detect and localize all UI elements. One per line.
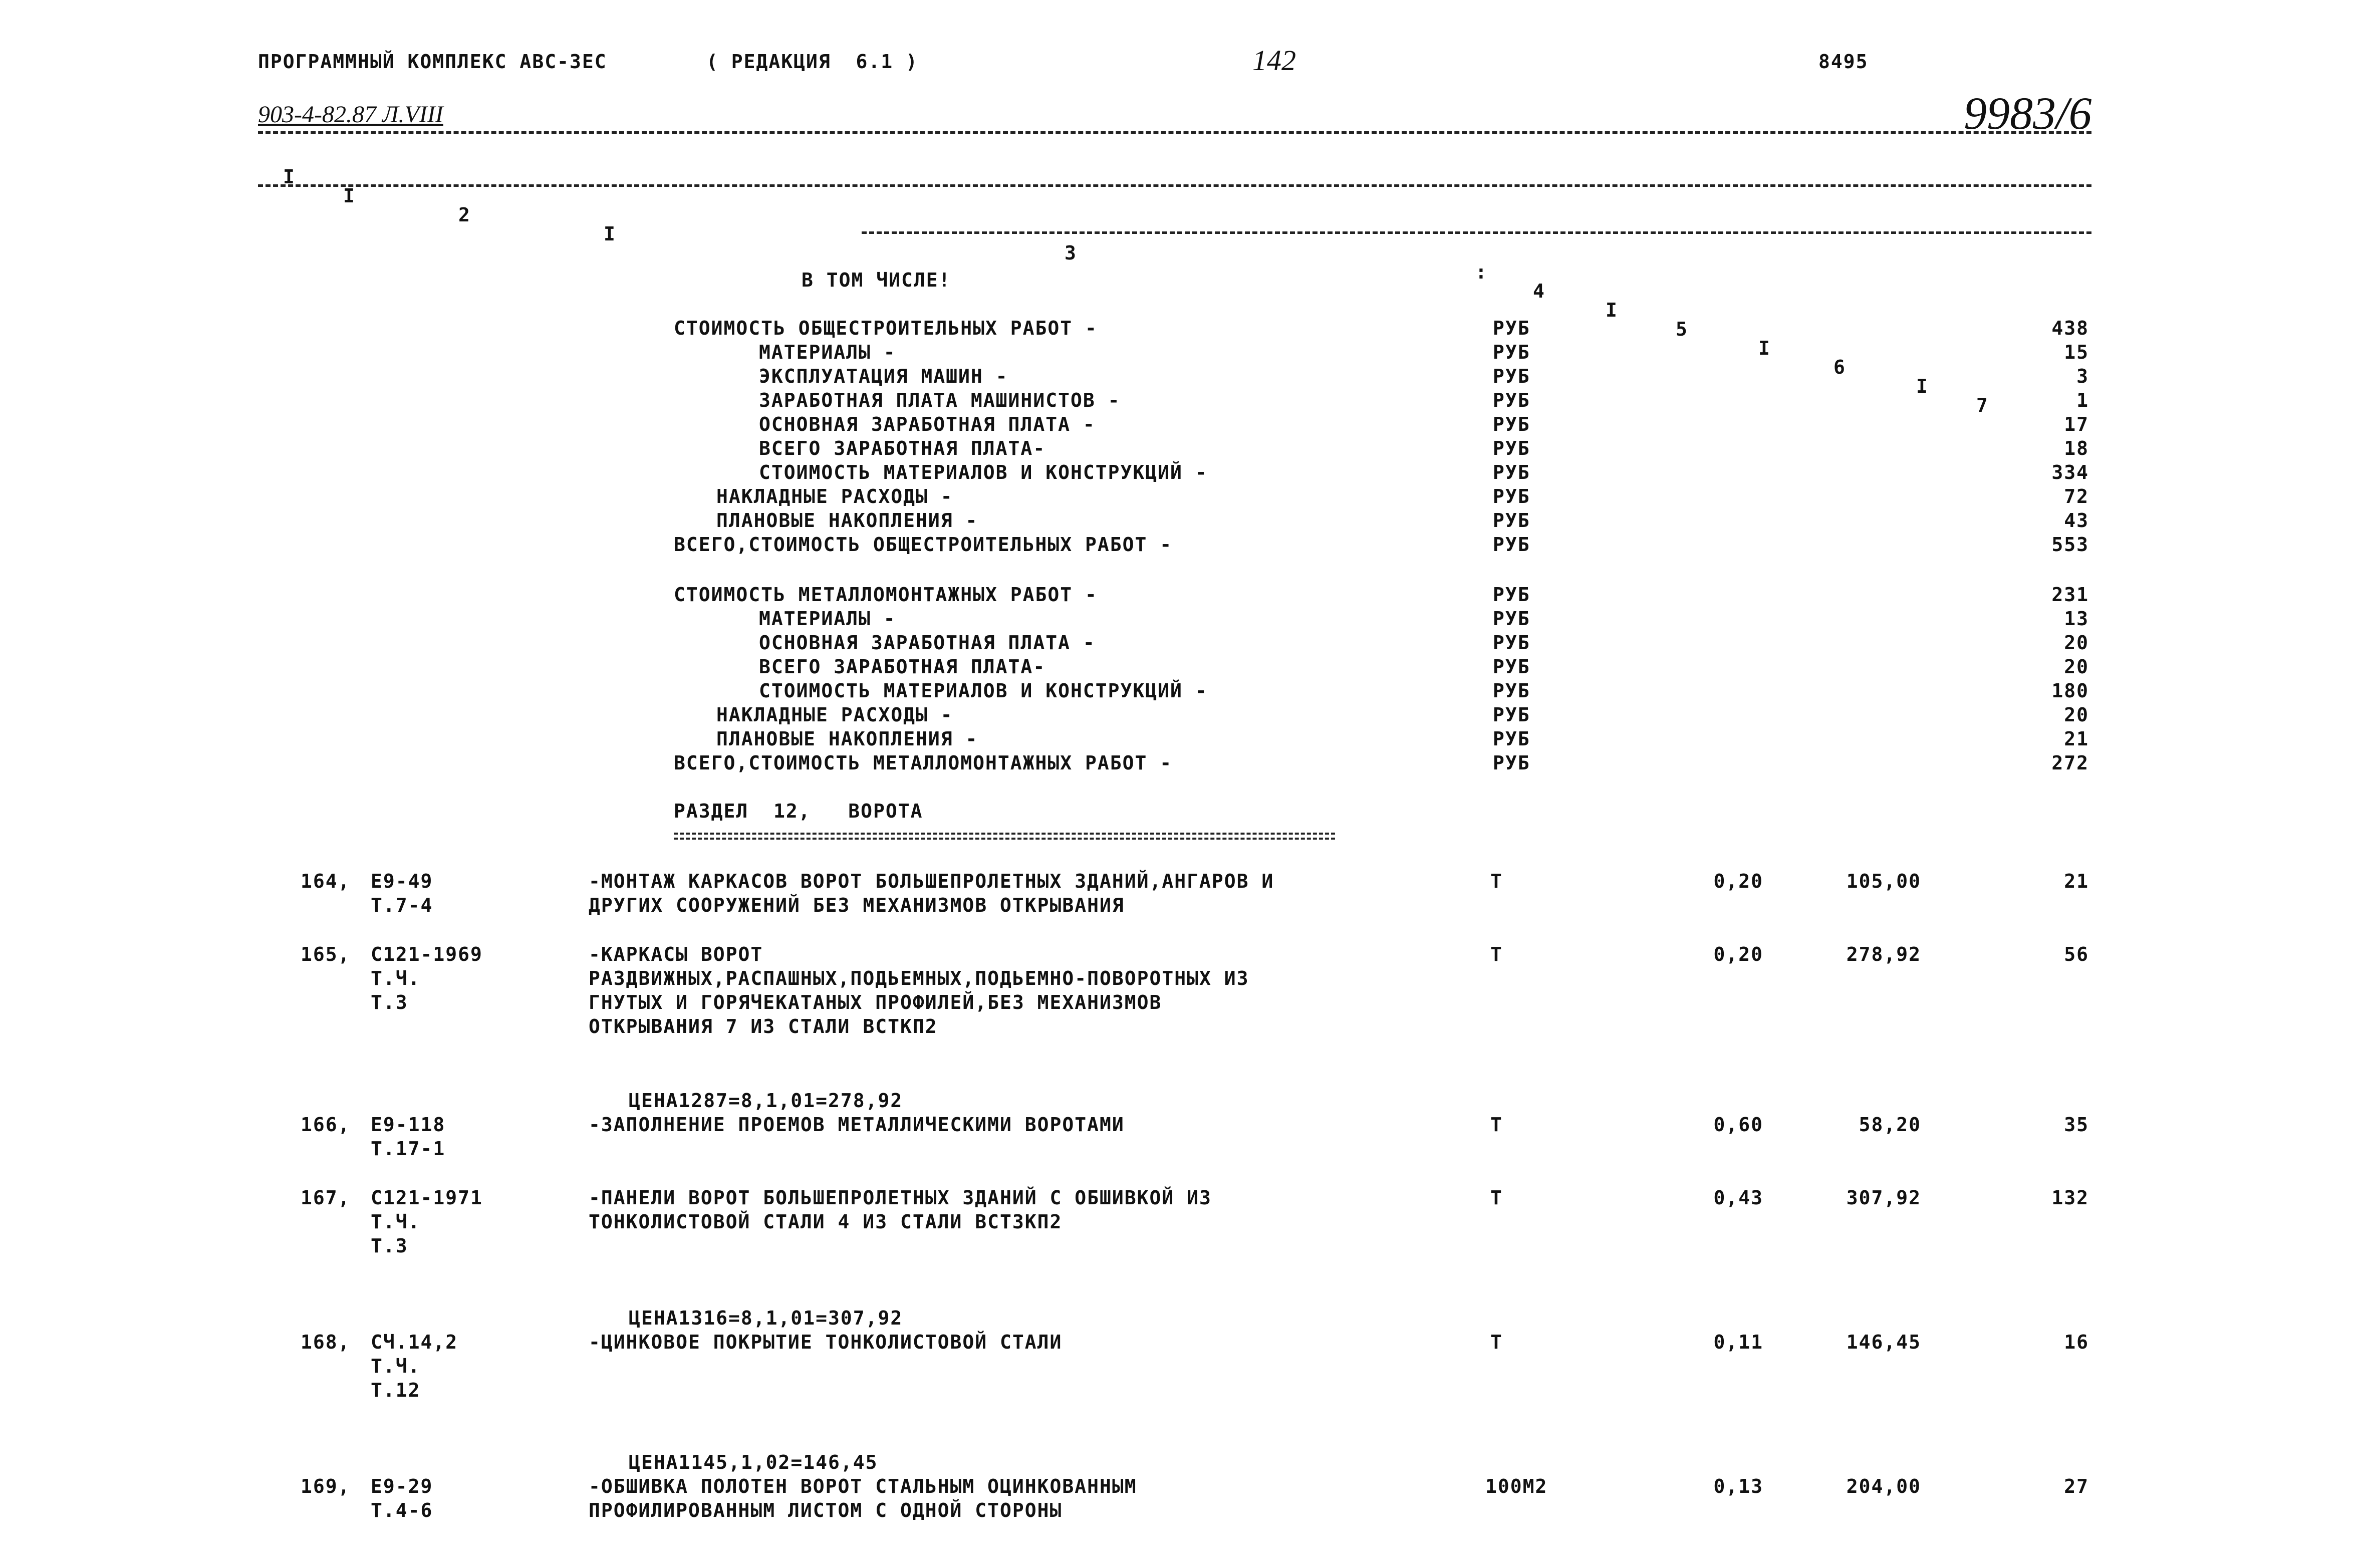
item-total: 56 bbox=[2064, 943, 2089, 965]
item-code: Т.Ч. bbox=[371, 1211, 421, 1233]
item-total: 35 bbox=[2064, 1114, 2089, 1136]
item-desc: -ПАНЕЛИ ВОРОТ БОЛЬШЕПРОЛЕТНЫХ ЗДАНИЙ С ОБШИВКОЙ ИЗ bbox=[589, 1187, 1212, 1209]
item-total: 132 bbox=[2051, 1187, 2089, 1209]
g1-label: СТОИМОСТЬ МАТЕРИАЛОВ И КОНСТРУКЦИЙ - bbox=[759, 461, 1208, 483]
g1-value: 43 bbox=[2064, 509, 2089, 532]
item-price: 58,20 bbox=[1859, 1114, 1921, 1136]
item-number: 169, bbox=[301, 1475, 351, 1497]
g2-label: НАКЛАДНЫЕ РАСХОДЫ - bbox=[716, 704, 953, 726]
intro-label: В ТОМ ЧИСЛЕ! bbox=[802, 269, 951, 291]
item-qty: 0,20 bbox=[1713, 943, 1763, 965]
g1-value: 438 bbox=[2051, 317, 2089, 339]
col-4: 4 bbox=[1533, 280, 1545, 302]
g2-label: МАТЕРИАЛЫ - bbox=[759, 608, 896, 630]
g1-label: ЭКСПЛУАТАЦИЯ МАШИН - bbox=[759, 365, 1008, 387]
item-qty: 0,11 bbox=[1713, 1331, 1763, 1353]
item-number: 167, bbox=[301, 1187, 351, 1209]
g1-unit: РУБ bbox=[1493, 509, 1530, 532]
item-code: Т.3 bbox=[371, 991, 408, 1013]
g1-unit: РУБ bbox=[1493, 341, 1530, 363]
g1-label: НАКЛАДНЫЕ РАСХОДЫ - bbox=[716, 485, 953, 507]
item-unit: Т bbox=[1490, 1114, 1503, 1136]
item-desc: -ЦИНКОВОЕ ПОКРЫТИЕ ТОНКОЛИСТОВОЙ СТАЛИ bbox=[589, 1331, 1063, 1353]
item-code: Е9-118 bbox=[371, 1114, 446, 1136]
g2-unit: РУБ bbox=[1493, 680, 1530, 702]
item-desc: РАЗДВИЖНЫХ,РАСПАШНЫХ,ПОДЬЕМНЫХ,ПОДЬЕМНО-ПОВОРОТНЫХ ИЗ bbox=[589, 967, 1249, 989]
item-qty: 0,13 bbox=[1713, 1475, 1763, 1497]
header-bottom-rule bbox=[258, 184, 2091, 187]
item-desc: -ОБШИВКА ПОЛОТЕН ВОРОТ СТАЛЬНЫМ ОЦИНКОВАННЫМ bbox=[589, 1475, 1137, 1497]
item-price: 204,00 bbox=[1846, 1475, 1921, 1497]
item-desc: ТОНКОЛИСТОВОЙ СТАЛИ 4 ИЗ СТАЛИ ВСТ3КП2 bbox=[589, 1211, 1063, 1233]
item-code: С121-1969 bbox=[371, 943, 483, 965]
g1-unit: РУБ bbox=[1493, 534, 1530, 556]
item-code: Т.4-6 bbox=[371, 1499, 433, 1521]
col-5: 5 bbox=[1676, 318, 1688, 340]
item-number: 168, bbox=[301, 1331, 351, 1353]
doc-reference: 903-4-82.87 Л.VIII bbox=[258, 101, 443, 128]
item-unit: Т bbox=[1490, 1187, 1503, 1209]
g2-unit: РУБ bbox=[1493, 608, 1530, 630]
g1-label: ВСЕГО ЗАРАБОТНАЯ ПЛАТА- bbox=[759, 437, 1046, 459]
item-total: 16 bbox=[2064, 1331, 2089, 1353]
g1-unit: РУБ bbox=[1493, 437, 1530, 459]
item-code: С121-1971 bbox=[371, 1187, 483, 1209]
g2-label: СТОИМОСТЬ МАТЕРИАЛОВ И КОНСТРУКЦИЙ - bbox=[759, 680, 1208, 702]
item-code: Т.Ч. bbox=[371, 1355, 421, 1377]
g2-value: 231 bbox=[2051, 584, 2089, 606]
g2-label: ВСЕГО ЗАРАБОТНАЯ ПЛАТА- bbox=[759, 656, 1046, 678]
g1-label: ЗАРАБОТНАЯ ПЛАТА МАШИНИСТОВ - bbox=[759, 389, 1121, 411]
item-code: Т.17-1 bbox=[371, 1138, 446, 1160]
code-number: 8495 bbox=[1818, 51, 1869, 73]
g2-value: 180 bbox=[2051, 680, 2089, 702]
subtotal-rule bbox=[862, 231, 2091, 234]
item-qty: 0,60 bbox=[1713, 1114, 1763, 1136]
g1-label: ВСЕГО,СТОИМОСТЬ ОБЩЕСТРОИТЕЛЬНЫХ РАБОТ - bbox=[674, 534, 1173, 556]
item-desc: -ЗАПОЛНЕНИЕ ПРОЕМОВ МЕТАЛЛИЧЕСКИМИ ВОРОТАМИ bbox=[589, 1114, 1125, 1136]
item-price: 146,45 bbox=[1846, 1331, 1921, 1353]
g1-label: СТОИМОСТЬ ОБЩЕСТРОИТЕЛЬНЫХ РАБОТ - bbox=[674, 317, 1098, 339]
edition-label: ( РЕДАКЦИЯ 6.1 ) bbox=[706, 51, 918, 73]
g1-unit: РУБ bbox=[1493, 461, 1530, 483]
g2-value: 20 bbox=[2064, 656, 2089, 678]
g2-label: ВСЕГО,СТОИМОСТЬ МЕТАЛЛОМОНТАЖНЫХ РАБОТ - bbox=[674, 752, 1173, 774]
g2-label: ОСНОВНАЯ ЗАРАБОТНАЯ ПЛАТА - bbox=[759, 632, 1096, 654]
col-3: 3 bbox=[1065, 242, 1077, 264]
item-code: Т.Ч. bbox=[371, 967, 421, 989]
g1-unit: РУБ bbox=[1493, 413, 1530, 435]
col-6: 6 bbox=[1833, 356, 1846, 378]
g2-unit: РУБ bbox=[1493, 728, 1530, 750]
item-code: Т.3 bbox=[371, 1235, 408, 1257]
g1-label: ОСНОВНАЯ ЗАРАБОТНАЯ ПЛАТА - bbox=[759, 413, 1096, 435]
item-qty: 0,43 bbox=[1713, 1187, 1763, 1209]
g1-value: 1 bbox=[2076, 389, 2089, 411]
item-code: Т.7-4 bbox=[371, 894, 433, 916]
g1-unit: РУБ bbox=[1493, 365, 1530, 387]
section-title: РАЗДЕЛ 12, ВОРОТА bbox=[674, 800, 923, 822]
g2-value: 20 bbox=[2064, 704, 2089, 726]
item-number: 166, bbox=[301, 1114, 351, 1136]
g1-value: 553 bbox=[2051, 534, 2089, 556]
g2-unit: РУБ bbox=[1493, 656, 1530, 678]
item-desc: ДРУГИХ СООРУЖЕНИЙ БЕЗ МЕХАНИЗМОВ ОТКРЫВАНИЯ bbox=[589, 894, 1125, 916]
g1-value: 15 bbox=[2064, 341, 2089, 363]
item-price: 278,92 bbox=[1846, 943, 1921, 965]
item-desc: ОТКРЫВАНИЯ 7 ИЗ СТАЛИ ВСТКП2 bbox=[589, 1015, 938, 1037]
item-price: 307,92 bbox=[1846, 1187, 1921, 1209]
item-code: Е9-49 bbox=[371, 870, 433, 892]
price-note: ЦЕНА1316=8,1,01=307,92 bbox=[629, 1307, 903, 1329]
item-total: 21 bbox=[2064, 870, 2089, 892]
g1-value: 72 bbox=[2064, 485, 2089, 507]
item-price: 105,00 bbox=[1846, 870, 1921, 892]
program-title: ПРОГРАММНЫЙ КОМПЛЕКС АВС-3ЕС bbox=[258, 51, 607, 73]
col-1: 2 bbox=[458, 204, 471, 226]
column-header-row: I I 2 I 3 : 4 I 5 I 6 I 7 bbox=[283, 166, 1989, 416]
g2-unit: РУБ bbox=[1493, 632, 1530, 654]
page-number: 142 bbox=[1252, 44, 1296, 77]
price-note: ЦЕНА1145,1,02=146,45 bbox=[629, 1451, 878, 1473]
g1-label: ПЛАНОВЫЕ НАКОПЛЕНИЯ - bbox=[716, 509, 978, 532]
g1-label: МАТЕРИАЛЫ - bbox=[759, 341, 896, 363]
item-qty: 0,20 bbox=[1713, 870, 1763, 892]
g1-value: 17 bbox=[2064, 413, 2089, 435]
item-unit: 100М2 bbox=[1485, 1475, 1548, 1497]
item-code: Е9-29 bbox=[371, 1475, 433, 1497]
section-underline-2 bbox=[674, 838, 1335, 840]
item-number: 165, bbox=[301, 943, 351, 965]
g2-unit: РУБ bbox=[1493, 752, 1530, 774]
section-underline bbox=[674, 833, 1335, 835]
item-desc: ПРОФИЛИРОВАННЫМ ЛИСТОМ С ОДНОЙ СТОРОНЫ bbox=[589, 1499, 1063, 1521]
g2-label: СТОИМОСТЬ МЕТАЛЛОМОНТАЖНЫХ РАБОТ - bbox=[674, 584, 1098, 606]
item-unit: Т bbox=[1490, 870, 1503, 892]
g1-value: 334 bbox=[2051, 461, 2089, 483]
item-number: 164, bbox=[301, 870, 351, 892]
col-7: 7 bbox=[1976, 394, 1989, 416]
g2-value: 20 bbox=[2064, 632, 2089, 654]
item-desc: -КАРКАСЫ ВОРОТ bbox=[589, 943, 763, 965]
g1-unit: РУБ bbox=[1493, 317, 1530, 339]
g1-value: 3 bbox=[2076, 365, 2089, 387]
item-code: Т.12 bbox=[371, 1379, 421, 1401]
g2-value: 21 bbox=[2064, 728, 2089, 750]
sheet-number: 9983/6 bbox=[1964, 88, 2092, 139]
g1-unit: РУБ bbox=[1493, 485, 1530, 507]
g2-value: 13 bbox=[2064, 608, 2089, 630]
item-total: 27 bbox=[2064, 1475, 2089, 1497]
g1-unit: РУБ bbox=[1493, 389, 1530, 411]
g2-value: 272 bbox=[2051, 752, 2089, 774]
item-desc: -МОНТАЖ КАРКАСОВ ВОРОТ БОЛЬШЕПРОЛЕТНЫХ ЗДАНИЙ,АНГАРОВ И bbox=[589, 870, 1274, 892]
g2-label: ПЛАНОВЫЕ НАКОПЛЕНИЯ - bbox=[716, 728, 978, 750]
g1-value: 18 bbox=[2064, 437, 2089, 459]
header-top-rule bbox=[258, 131, 2091, 134]
item-code: СЧ.14,2 bbox=[371, 1331, 458, 1353]
price-note: ЦЕНА1287=8,1,01=278,92 bbox=[629, 1090, 903, 1112]
g2-unit: РУБ bbox=[1493, 704, 1530, 726]
item-desc: ГНУТЫХ И ГОРЯЧЕКАТАНЫХ ПРОФИЛЕЙ,БЕЗ МЕХАНИЗМОВ bbox=[589, 991, 1162, 1013]
item-unit: Т bbox=[1490, 1331, 1503, 1353]
item-unit: Т bbox=[1490, 943, 1503, 965]
g2-unit: РУБ bbox=[1493, 584, 1530, 606]
